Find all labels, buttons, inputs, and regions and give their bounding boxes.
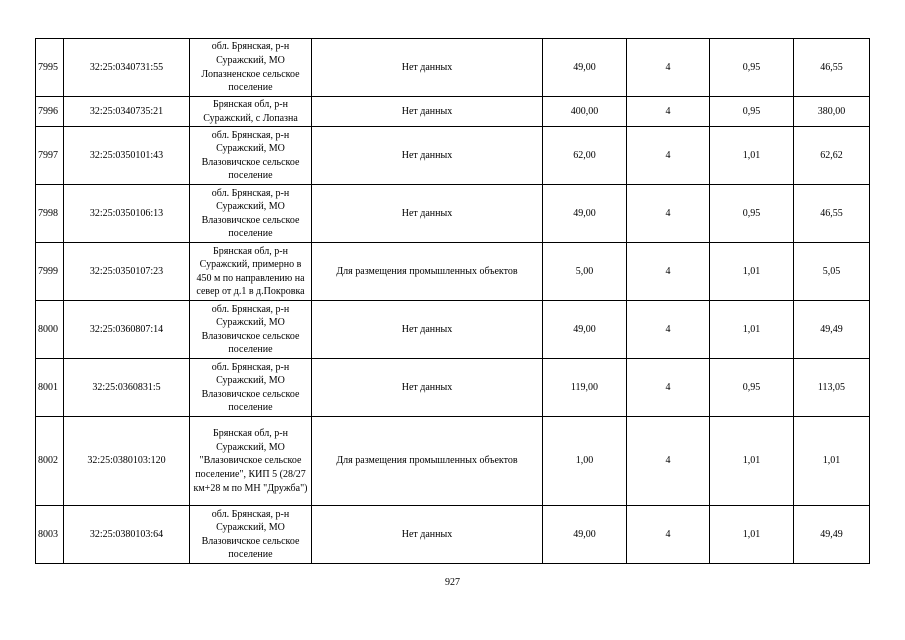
address-cell: Брянская обл, р-н Суражский, с Лопазна — [190, 97, 312, 127]
value-cell: 49,49 — [794, 506, 870, 564]
coefficient-cell: 1,01 — [710, 506, 794, 564]
area-cell: 49,00 — [543, 506, 627, 564]
page-number: 927 — [445, 577, 460, 588]
row-number-cell: 8001 — [36, 359, 64, 417]
area-cell: 62,00 — [543, 127, 627, 185]
value-cell: 46,55 — [794, 39, 870, 97]
table-row — [36, 127, 870, 185]
area-cell: 5,00 — [543, 243, 627, 301]
permitted-use-cell: Нет данных — [312, 301, 543, 359]
coefficient-cell: 1,01 — [710, 301, 794, 359]
permitted-use-cell: Для размещения промышленных объектов — [312, 243, 543, 301]
row-number-cell: 8000 — [36, 301, 64, 359]
group-cell: 4 — [627, 97, 710, 127]
cadastral-number-cell: 32:25:0350106:13 — [64, 185, 190, 243]
permitted-use-cell: Для размещения промышленных объектов — [312, 417, 543, 506]
address-cell: обл. Брянская, р-н Суражский, МО Влазовичское сельское поселение — [190, 185, 312, 243]
group-cell: 4 — [627, 359, 710, 417]
cadastral-number-cell: 32:25:0350107:23 — [64, 243, 190, 301]
area-cell: 49,00 — [543, 185, 627, 243]
row-number-cell: 7998 — [36, 185, 64, 243]
coefficient-cell: 0,95 — [710, 359, 794, 417]
value-cell: 113,05 — [794, 359, 870, 417]
permitted-use-cell: Нет данных — [312, 506, 543, 564]
cadastral-number-cell: 32:25:0380103:64 — [64, 506, 190, 564]
group-cell: 4 — [627, 39, 710, 97]
value-cell: 1,01 — [794, 417, 870, 506]
group-cell: 4 — [627, 417, 710, 506]
table-row — [36, 301, 870, 359]
table-row — [36, 185, 870, 243]
table-row — [36, 506, 870, 564]
row-number-cell: 7996 — [36, 97, 64, 127]
coefficient-cell: 1,01 — [710, 417, 794, 506]
cadastral-number-cell: 32:25:0380103:120 — [64, 417, 190, 506]
address-cell: обл. Брянская, р-н Суражский, МО Влазовичское сельское поселение — [190, 506, 312, 564]
group-cell: 4 — [627, 243, 710, 301]
cadastral-number-cell: 32:25:0360831:5 — [64, 359, 190, 417]
group-cell: 4 — [627, 185, 710, 243]
address-cell: Брянская обл, р-н Суражский, МО "Влазовичское сельское поселение", КИП 5 (28/27 км+28 м по МН "Дружба") — [190, 417, 312, 506]
cadastral-number-cell: 32:25:0340731:55 — [64, 39, 190, 97]
row-number-cell: 8003 — [36, 506, 64, 564]
area-cell: 49,00 — [543, 39, 627, 97]
address-cell: обл. Брянская, р-н Суражский, МО Влазовичское сельское поселение — [190, 359, 312, 417]
coefficient-cell: 0,95 — [710, 39, 794, 97]
area-cell: 400,00 — [543, 97, 627, 127]
cadastral-number-cell: 32:25:0350101:43 — [64, 127, 190, 185]
coefficient-cell: 1,01 — [710, 243, 794, 301]
value-cell: 380,00 — [794, 97, 870, 127]
table-row — [36, 417, 870, 506]
value-cell: 46,55 — [794, 185, 870, 243]
area-cell: 119,00 — [543, 359, 627, 417]
table-row — [36, 97, 870, 127]
permitted-use-cell: Нет данных — [312, 359, 543, 417]
cadastral-number-cell: 32:25:0360807:14 — [64, 301, 190, 359]
group-cell: 4 — [627, 301, 710, 359]
row-number-cell: 7995 — [36, 39, 64, 97]
coefficient-cell: 0,95 — [710, 97, 794, 127]
address-cell: обл. Брянская, р-н Суражский, МО Влазовичское сельское поселение — [190, 301, 312, 359]
coefficient-cell: 0,95 — [710, 185, 794, 243]
table-row — [36, 243, 870, 301]
cadastral-number-cell: 32:25:0340735:21 — [64, 97, 190, 127]
permitted-use-cell: Нет данных — [312, 39, 543, 97]
row-number-cell: 7999 — [36, 243, 64, 301]
table-row — [36, 39, 870, 97]
land-register-table — [35, 38, 870, 564]
address-cell: обл. Брянская, р-н Суражский, МО Лопазненское сельское поселение — [190, 39, 312, 97]
group-cell: 4 — [627, 127, 710, 185]
group-cell: 4 — [627, 506, 710, 564]
row-number-cell: 7997 — [36, 127, 64, 185]
permitted-use-cell: Нет данных — [312, 97, 543, 127]
value-cell: 62,62 — [794, 127, 870, 185]
permitted-use-cell: Нет данных — [312, 127, 543, 185]
coefficient-cell: 1,01 — [710, 127, 794, 185]
table-row — [36, 359, 870, 417]
address-cell: Брянская обл, р-н Суражский, примерно в 450 м по направлению на север от д.1 в д.Покровка — [190, 243, 312, 301]
value-cell: 49,49 — [794, 301, 870, 359]
permitted-use-cell: Нет данных — [312, 185, 543, 243]
value-cell: 5,05 — [794, 243, 870, 301]
address-cell: обл. Брянская, р-н Суражский, МО Влазовичское сельское поселение — [190, 127, 312, 185]
area-cell: 1,00 — [543, 417, 627, 506]
area-cell: 49,00 — [543, 301, 627, 359]
row-number-cell: 8002 — [36, 417, 64, 506]
